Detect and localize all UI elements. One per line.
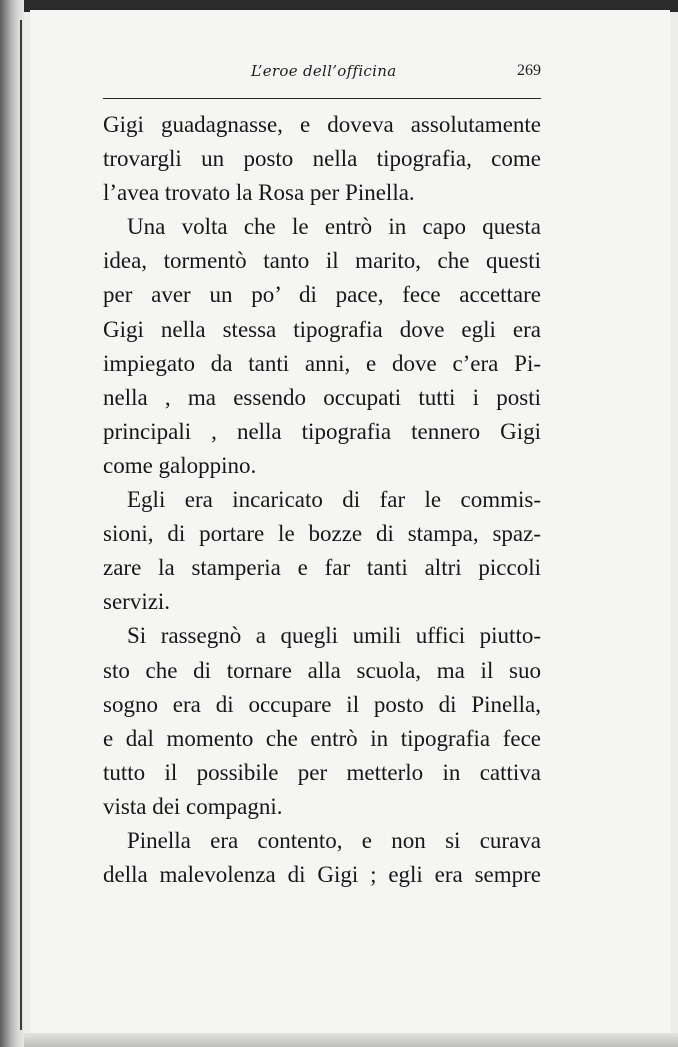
text-line: principali , nella tipografia tennero Gigi [103, 418, 541, 444]
text-line: l’avea trovato la Rosa per Pinella. [103, 180, 415, 206]
text-line: sto che di tornare alla scuola, ma il suo [103, 657, 541, 683]
text-line: Egli era incaricato di far le commis- [127, 487, 541, 513]
text-line: per aver un po’ di pace, fece accettare [103, 282, 541, 308]
text-line: vista dei compagni. [103, 793, 283, 819]
page-bottom-edge [24, 1033, 678, 1047]
text-line: Gigi nella stessa tipografia dove egli era [103, 316, 541, 342]
text-line: Si rassegnò a quegli umili uffici piutto- [127, 623, 541, 649]
text-line: trovargli un posto nella tipografia, come [103, 146, 541, 172]
text-line: della malevolenza di Gigi ; egli era sempre [103, 862, 541, 888]
running-title: L’eroe dell’officina [251, 62, 397, 80]
text-line: idea, tormentò tanto il marito, che questi [103, 248, 541, 274]
text-line: tutto il possibile per metterlo in cattiva [103, 759, 541, 785]
page-header [103, 62, 541, 88]
text-line: Pinella era contento, e non si curava [127, 827, 541, 853]
text-line: e dal momento che entrò in tipografia fece [103, 725, 541, 751]
text-line: zare la stamperia e far tanti altri piccoli [103, 555, 541, 581]
binding-shadow-line [20, 20, 22, 1030]
text-line: sogno era di occupare il posto di Pinella, [103, 691, 541, 717]
text-line: Gigi guadagnasse, e doveva assolutamente [103, 112, 541, 137]
text-line: come galoppino. [103, 452, 257, 478]
page-number: 269 [517, 62, 541, 79]
text-line: servizi. [103, 589, 171, 615]
text-line: impiegato da tanti anni, e dove c’era Pi- [103, 350, 541, 376]
text-line: Una volta che le entrò in capo questa [127, 214, 541, 240]
body-text [103, 108, 541, 892]
text-line: nella , ma essendo occupati tutti i posti [103, 384, 541, 410]
text-line: sioni, di portare le bozze di stampa, spaz- [103, 521, 541, 547]
header-rule [103, 98, 541, 99]
